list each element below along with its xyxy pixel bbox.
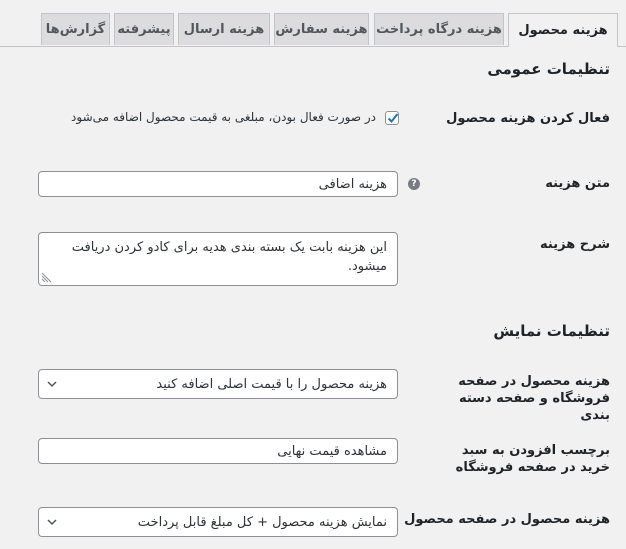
product-page-fee-value: نمایش هزینه محصول + کل مبلغ قابل پرداخت [137,514,387,530]
question-icon[interactable]: ? [408,178,420,190]
fee-text-label: متن هزینه [545,176,610,191]
tab-advanced[interactable]: پیشرفته [114,13,174,45]
add-to-cart-label-value: مشاهده قیمت نهایی [277,443,387,459]
display-settings-title: تنظیمات نمایش [493,322,610,340]
tab-product-fee[interactable]: هزینه محصول [508,13,618,47]
enable-fee-label: فعال کردن هزینه محصول [446,111,610,126]
general-settings-title: تنظیمات عمومی [487,60,610,78]
shop-page-fee-value: هزینه محصول را با قیمت اصلی اضافه کنید [156,376,387,392]
chevron-down-icon [47,517,57,527]
fee-description-textarea[interactable] [38,232,398,286]
add-to-cart-label-input[interactable] [38,438,398,464]
fee-description-value: این هزینه بابت یک بسته بندی هدیه برای کادو کردن دریافت میشود. [71,240,387,274]
tab-gateway-fee[interactable]: هزینه درگاه پرداخت [374,13,504,45]
tab-order-fee[interactable]: هزینه سفارش [274,13,369,45]
tab-reports[interactable]: گزارش‌ها [41,13,110,45]
fee-description-label: شرح هزینه [540,237,610,252]
product-page-fee-select[interactable] [38,507,398,537]
enable-fee-description: در صورت فعال بودن، مبلغی به قیمت محصول اضافه می‌شود [71,110,376,124]
add-to-cart-label-label: برچسب افزودن به سبد خرید در صفحه فروشگاه [455,443,610,475]
settings-tabs [0,0,626,47]
fee-text-input[interactable] [38,171,398,197]
product-page-fee-label: هزینه محصول در صفحه محصول [404,512,610,527]
tab-shipping-fee[interactable]: هزینه ارسال [178,13,270,45]
fee-text-value: هزینه اضافی [318,176,387,192]
checkmark-icon [386,111,400,125]
shop-page-fee-select[interactable] [38,369,398,399]
enable-fee-checkbox[interactable] [385,111,399,125]
resize-grip-icon[interactable] [41,271,53,283]
shop-page-fee-label: هزینه محصول در صفحه فروشگاه و صفحه دسته بندی [458,374,610,423]
chevron-down-icon [47,379,57,389]
